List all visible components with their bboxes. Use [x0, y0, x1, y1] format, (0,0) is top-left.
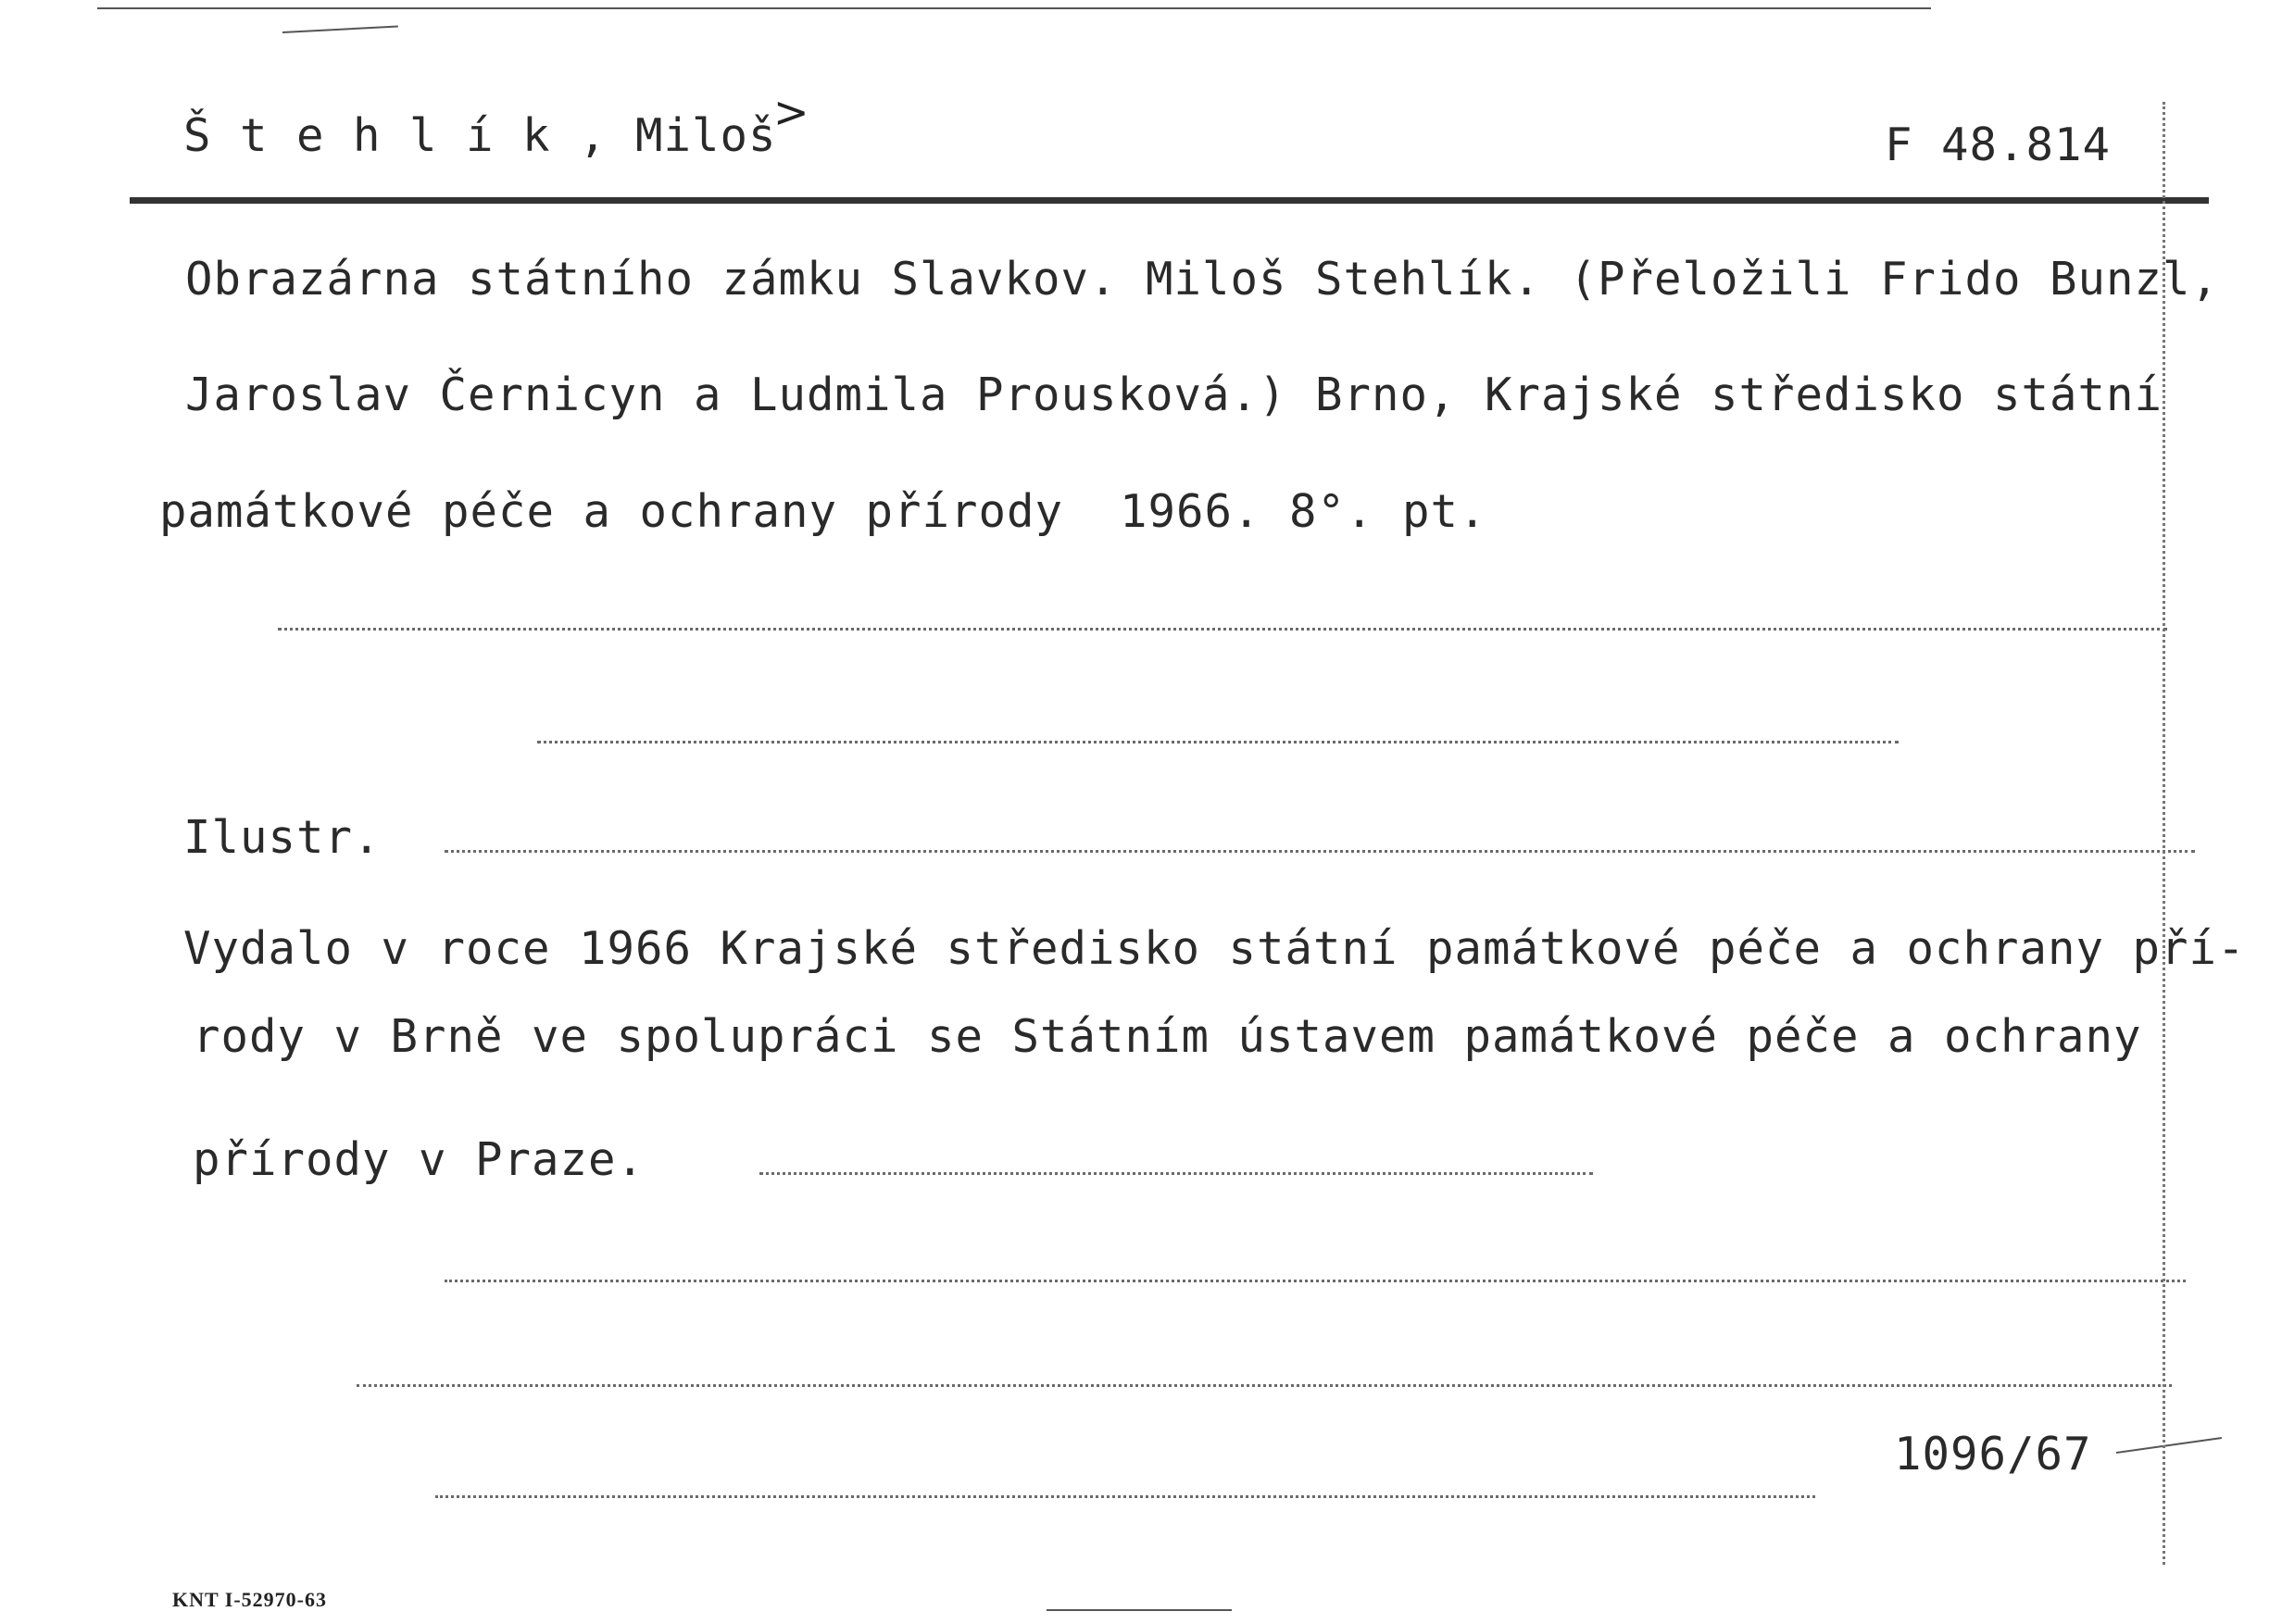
blank-line: [759, 1172, 1593, 1175]
right-edge-dots: [2163, 102, 2165, 1565]
blank-line: [445, 850, 2195, 853]
blank-line: [537, 741, 1899, 743]
top-edge-line: [97, 7, 1931, 9]
note-line-1: Vydalo v roce 1966 Krajské středisko státní památkové péče a ochrany pří-: [183, 922, 2246, 975]
note-line-2: rody v Brně ve spolupráci se Státním ústavem památkové péče a ochrany: [193, 1010, 2142, 1063]
blank-line: [445, 1280, 2186, 1282]
footer-print-code: KNT I-52970-63: [172, 1588, 327, 1611]
call-number: F 48.814: [1885, 119, 2112, 171]
author-heading: Š t e h l í k , Miloš: [183, 109, 777, 162]
illustration-note: Ilustr.: [183, 811, 382, 864]
title-line-1: Obrazárna státního zámku Slavkov. Miloš Stehlík. (Přeložili Frido Bunzl,: [185, 253, 2220, 306]
accession-number: 1096/67: [1894, 1428, 2092, 1480]
blank-line: [278, 628, 2167, 631]
heading-rule: [130, 197, 2209, 204]
title-line-2: Jaroslav Černicyn a Ludmila Prousková.) Brno, Krajské středisko státní: [185, 369, 2163, 421]
title-line-3: památkové péče a ochrany přírody 1966. 8°. pt.: [159, 485, 1487, 538]
accession-stroke: [2116, 1437, 2222, 1454]
bottom-stroke: [1047, 1609, 1232, 1611]
note-line-3: přírody v Praze.: [193, 1133, 646, 1186]
blank-line: [357, 1384, 2172, 1387]
bracket-mark: >: [773, 87, 809, 137]
top-scribble: [282, 25, 398, 33]
blank-line: [435, 1495, 1815, 1498]
